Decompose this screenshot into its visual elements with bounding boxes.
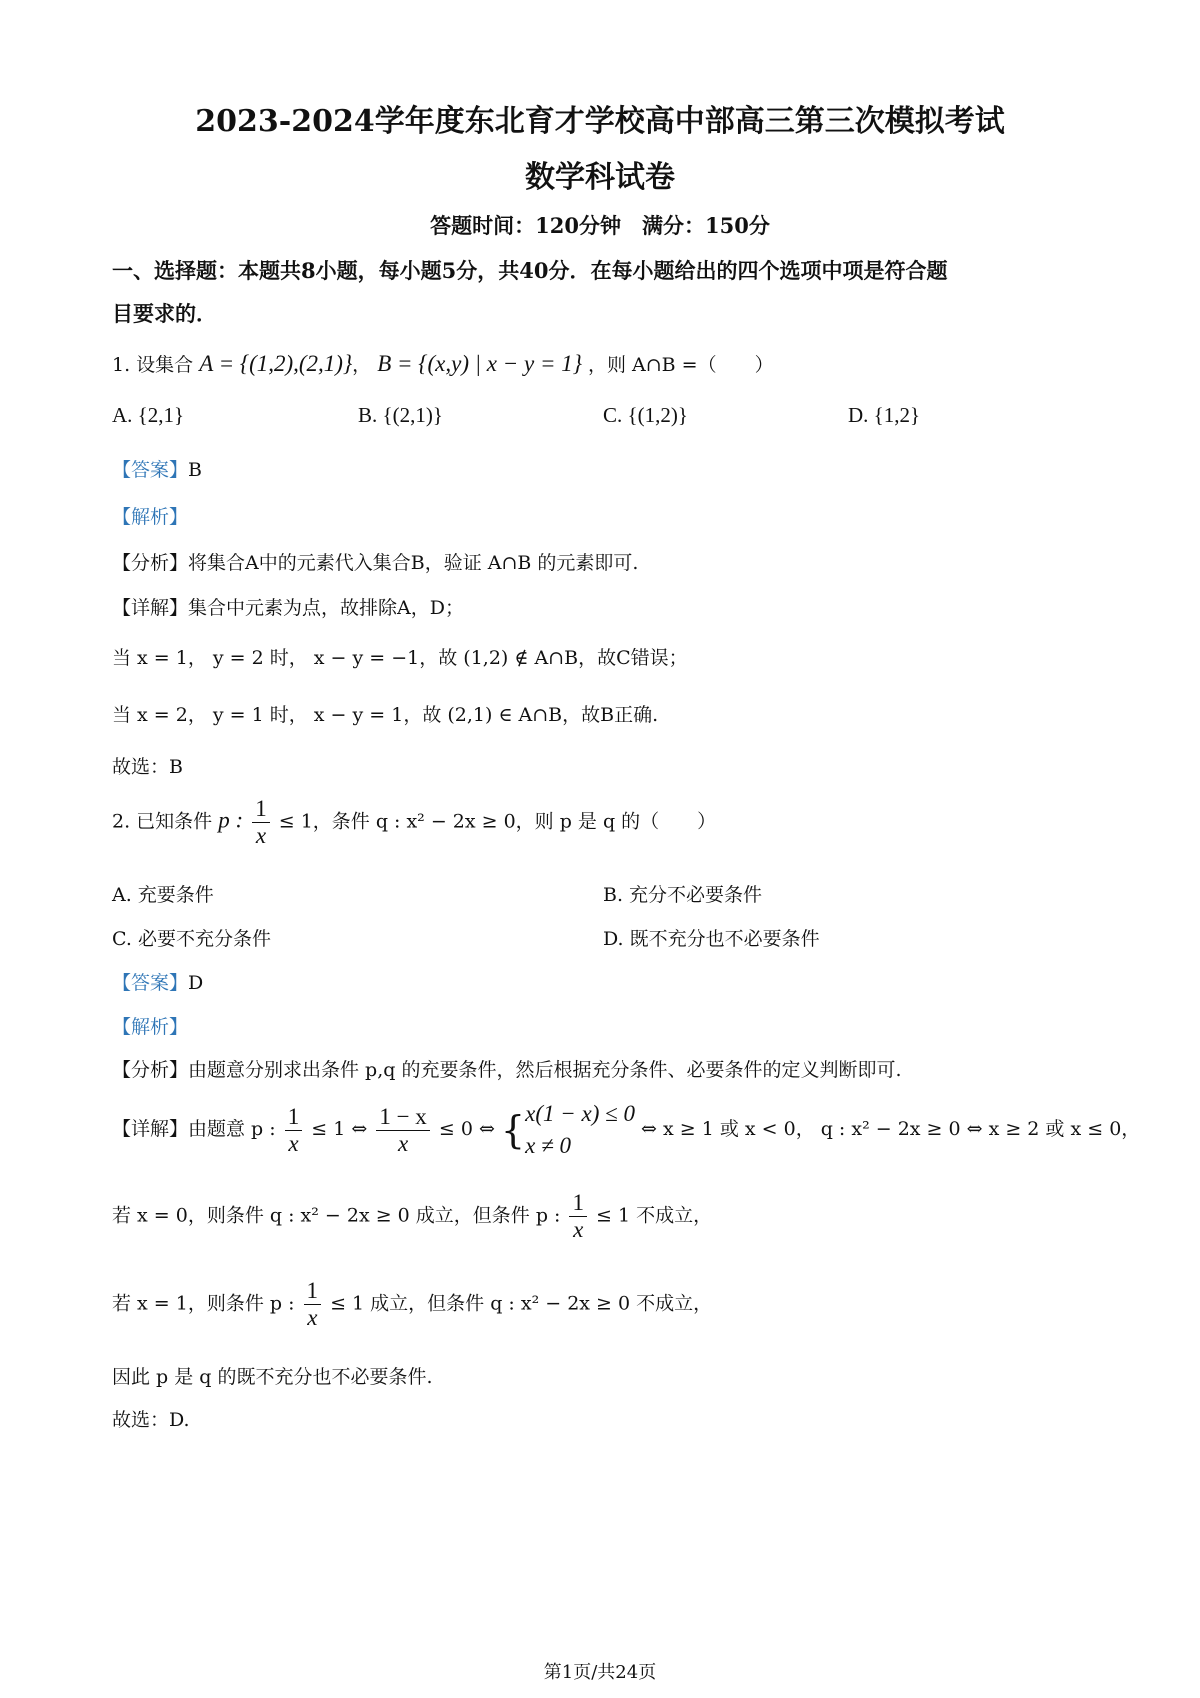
- q2-case-2: [112, 1278, 712, 1331]
- answer-value: D: [188, 972, 204, 994]
- q1-fenxi: [112, 548, 638, 575]
- answer-label: 【答案】: [112, 972, 189, 994]
- question-1-stem: [112, 350, 774, 377]
- fenxi-text: 由题意分别求出条件 p,q 的充要条件，然后根据充分条件、必要条件的定义判断即可.: [188, 1059, 902, 1081]
- fenxi-label: 【分析】: [112, 1059, 189, 1081]
- fraction-numerator: 1: [569, 1190, 587, 1217]
- detail-label: 【详解】: [112, 597, 189, 619]
- case2-fraction: [304, 1278, 322, 1331]
- fraction-numerator: 1: [252, 796, 270, 823]
- detail-a: 由题意 p :: [188, 1118, 276, 1140]
- fraction-numerator: 1 − x: [376, 1104, 429, 1131]
- equation-system: [525, 1098, 635, 1162]
- q2-conclusion: 因此 p 是 q 的既不充分也不必要条件.: [112, 1366, 433, 1388]
- q1-option-d: D. {1,2}: [848, 403, 921, 427]
- fraction-denominator: x: [397, 1130, 409, 1156]
- q2-option-c: C. 必要不充分条件: [112, 928, 271, 950]
- fraction-denominator: x: [307, 1305, 318, 1330]
- q1-ask: ，则 A∩B =（ ）: [588, 354, 774, 376]
- fenxi-text: 将集合A中的元素代入集合B，验证 A∩B 的元素即可.: [188, 552, 639, 574]
- fraction-numerator: 1: [304, 1278, 322, 1305]
- fraction-denominator: x: [288, 1130, 299, 1156]
- q1-set-b: B = {(x,y) | x − y = 1}: [377, 351, 582, 376]
- q1-analysis-label: 【解析】: [112, 506, 189, 528]
- q1-detail: [112, 593, 464, 620]
- question-2-stem: [112, 796, 716, 849]
- fraction-numerator: 1: [285, 1104, 303, 1131]
- exam-info: 答题时间：120分钟 满分：150分: [430, 213, 770, 238]
- q2-option-a: A. 充要条件: [112, 884, 214, 906]
- q2-option-d: D. 既不充分也不必要条件: [603, 928, 820, 950]
- q1-sep: ，: [352, 354, 372, 376]
- system-brace: {: [500, 1108, 526, 1152]
- q2-p-label: p :: [218, 807, 244, 833]
- page-number: 第1页/共24页: [543, 1662, 657, 1683]
- fenxi-label: 【分析】: [112, 552, 189, 574]
- system-line-2: x ≠ 0: [525, 1133, 571, 1158]
- q1-choose: 故选：B: [112, 756, 183, 778]
- fraction-denominator: x: [573, 1217, 584, 1242]
- case1-b: ≤ 1 不成立，: [596, 1204, 713, 1227]
- system-line-1: x(1 − x) ≤ 0: [525, 1101, 635, 1126]
- q2-fraction: [252, 796, 270, 849]
- page-title: 2023-2024学年度东北育才学校高中部高三第三次模拟考试: [195, 104, 1005, 139]
- q1-set-a: A = {(1,2),(2,1)}: [199, 351, 353, 376]
- q1-option-c: C. {(1,2)}: [603, 403, 688, 427]
- case2-a: 若 x = 1，则条件 p :: [112, 1292, 295, 1315]
- fraction-denominator: x: [255, 823, 267, 848]
- section-heading: 一、选择题：本题共8小题，每小题5分，共40分．在每小题给出的四个选项中项是符合题: [112, 258, 948, 283]
- case2-b: ≤ 1 成立，但条件 q : x² − 2x ≥ 0 不成立，: [330, 1292, 713, 1315]
- q2-analysis-label: 【解析】: [112, 1016, 189, 1038]
- case1-a: 若 x = 0，则条件 q : x² − 2x ≥ 0 成立，但条件 p :: [112, 1204, 561, 1227]
- detail-d: ⇔ x ≥ 1 或 x < 0， q : x² − 2x ≥ 0 ⇔ x ≥ 2 或 x ≤ 0，: [641, 1118, 1141, 1140]
- q1-prefix: 1. 设集合: [112, 354, 194, 376]
- q2-case-1: [112, 1190, 712, 1243]
- q2-prefix: 2. 已知条件: [112, 810, 213, 833]
- q2-choose: 故选：D.: [112, 1409, 190, 1431]
- q1-answer: [112, 455, 202, 482]
- q2-option-b: B. 充分不必要条件: [603, 884, 763, 906]
- answer-label: 【答案】: [112, 459, 189, 481]
- detail-text: 集合中元素为点，故排除A，D；: [188, 597, 464, 619]
- section-heading-cont: 目要求的．: [112, 301, 217, 326]
- q2-answer: [112, 968, 203, 995]
- detail-c: ≤ 0 ⇔: [438, 1118, 495, 1140]
- q1-option-b: B. {(2,1)}: [358, 403, 443, 427]
- case1-fraction: [569, 1190, 587, 1243]
- detail-b: ≤ 1 ⇔: [311, 1118, 368, 1140]
- detail-fraction-1: [285, 1104, 303, 1157]
- q2-fenxi: [112, 1055, 902, 1082]
- q2-rest: ≤ 1，条件 q : x² − 2x ≥ 0，则 p 是 q 的（ ）: [278, 810, 717, 833]
- answer-value: B: [188, 459, 202, 481]
- q2-detail: [112, 1098, 1140, 1162]
- detail-label: 【详解】: [112, 1118, 189, 1140]
- q1-case-1: 当 x = 1， y = 2 时， x − y = −1，故 (1,2) ∉ A∩B，故C错误；: [112, 647, 688, 669]
- q1-case-2: 当 x = 2， y = 1 时， x − y = 1，故 (2,1) ∈ A∩B，故B正确.: [112, 704, 659, 726]
- detail-fraction-2: [376, 1104, 429, 1157]
- q1-option-a: A. {2,1}: [112, 403, 185, 427]
- page-subtitle: 数学科试卷: [525, 160, 675, 195]
